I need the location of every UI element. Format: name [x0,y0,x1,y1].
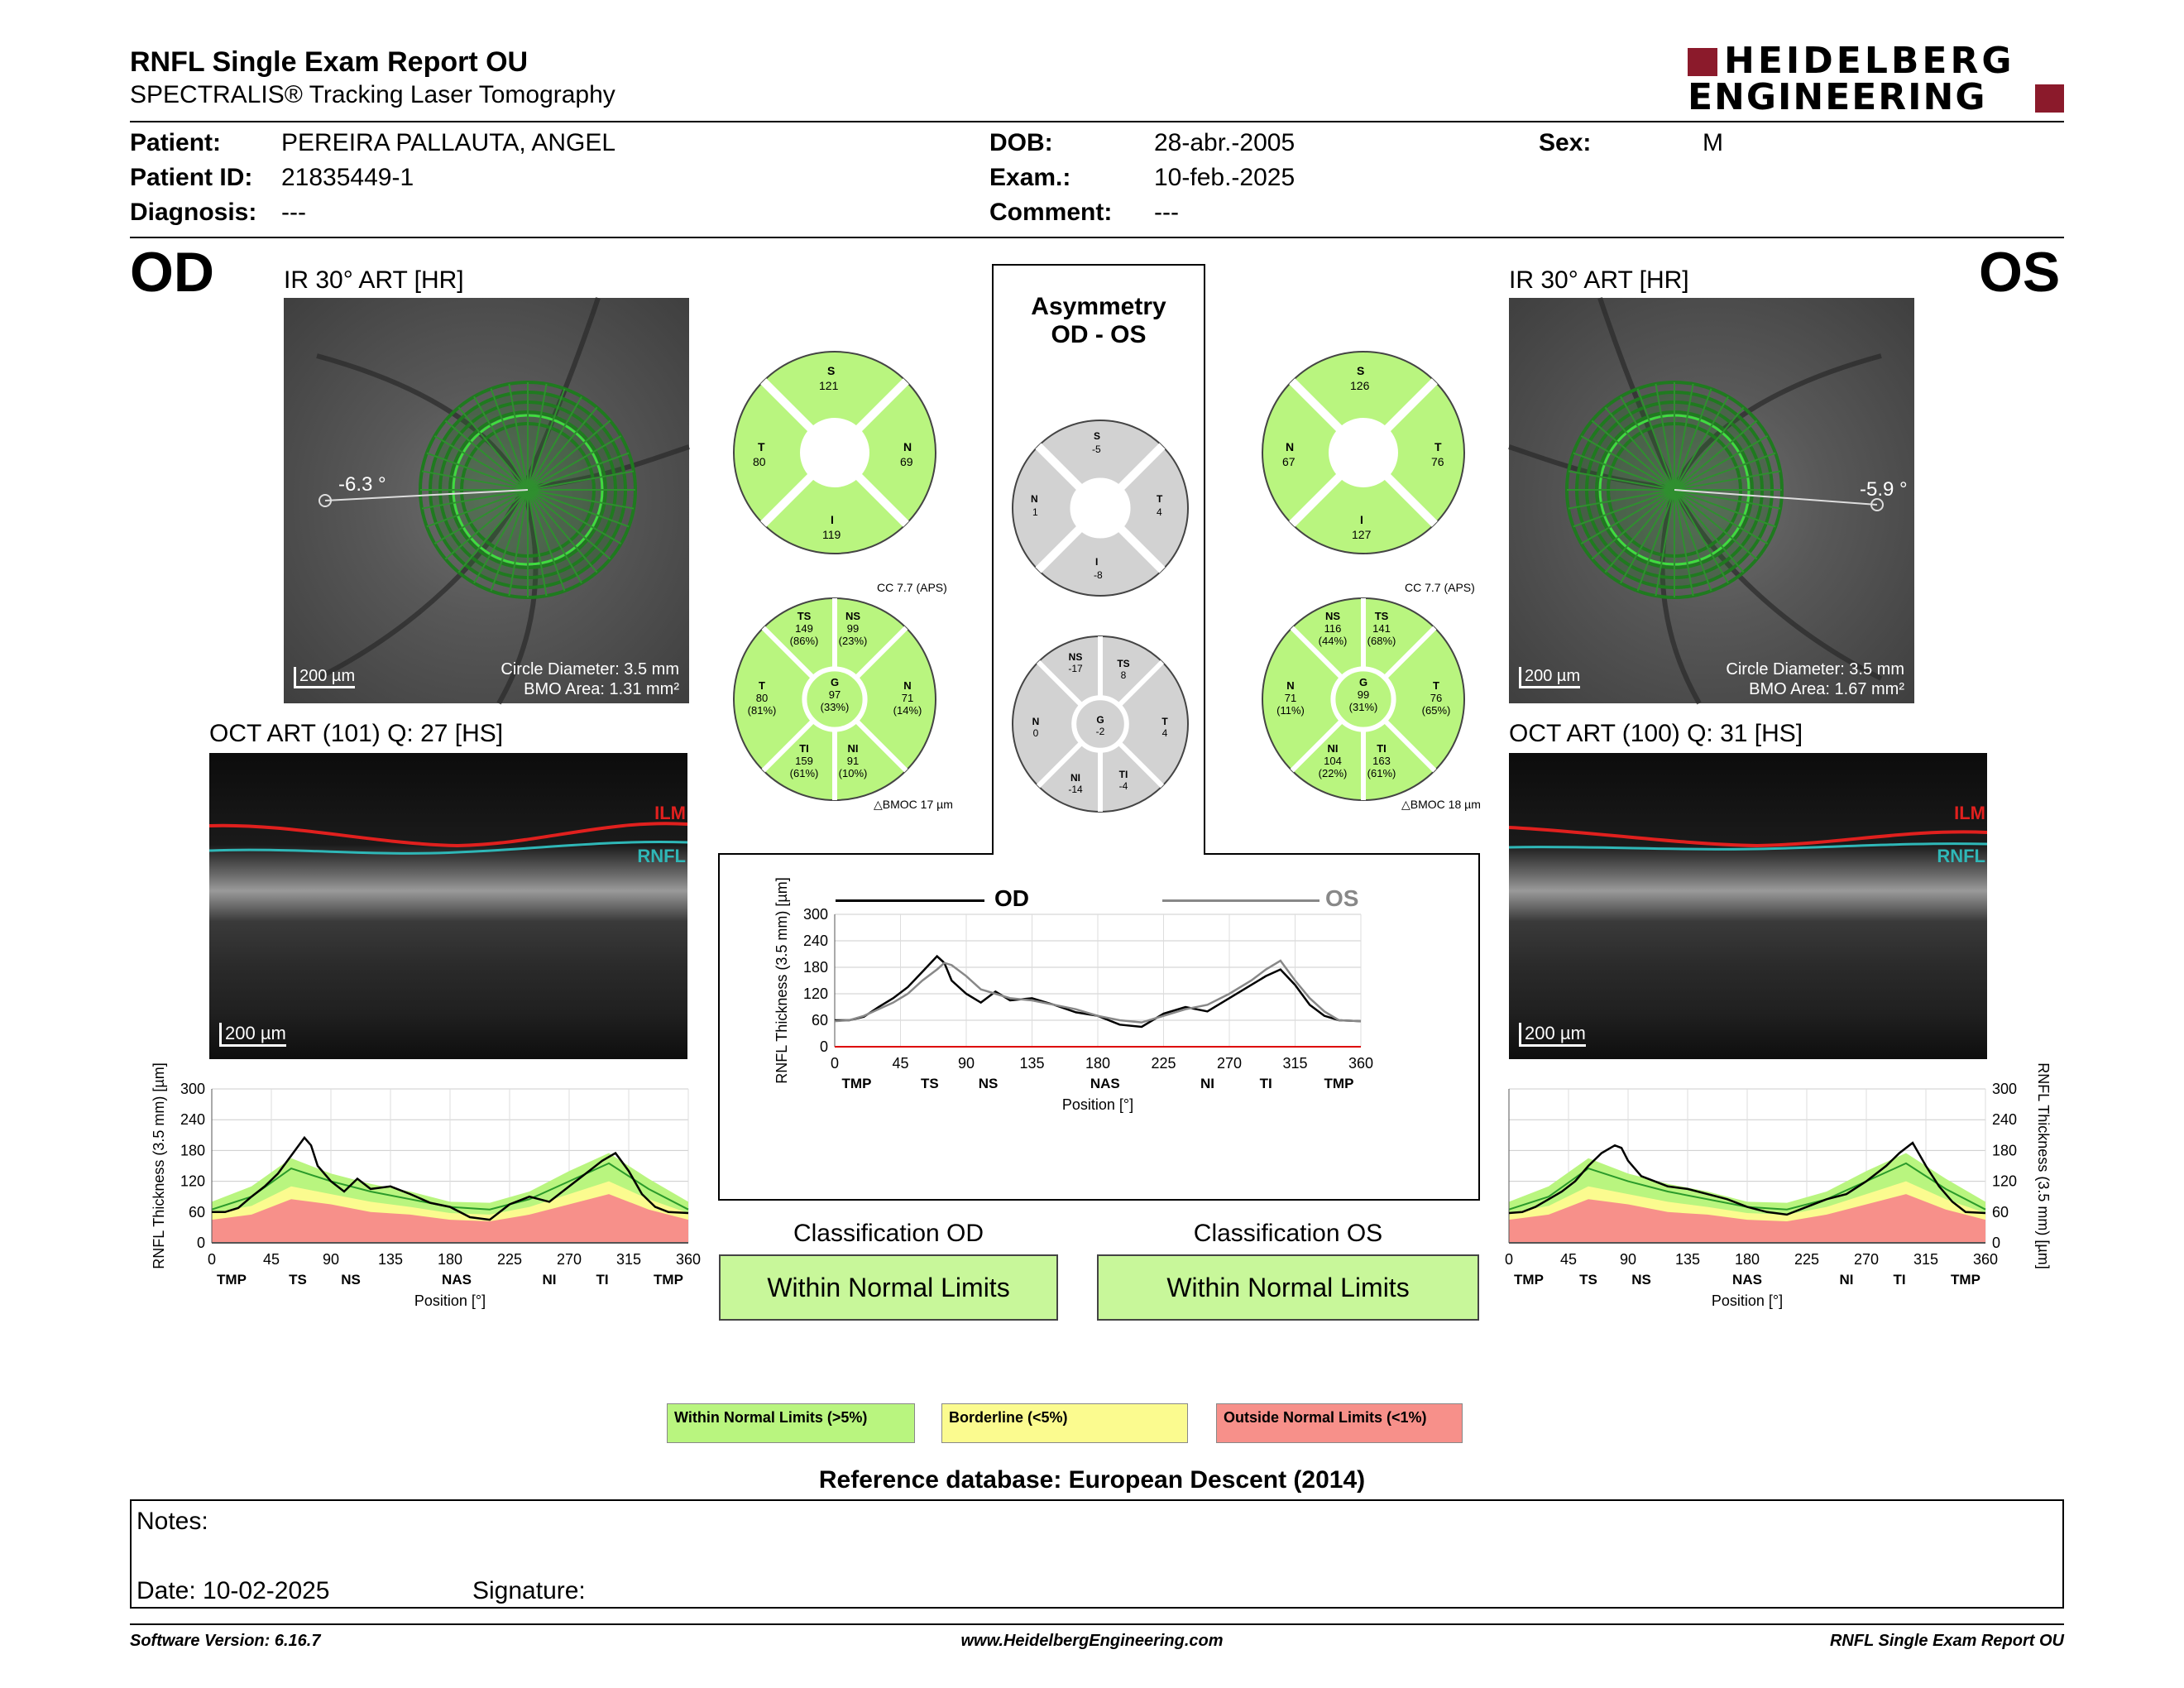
x-tick-label: 90 [957,1055,975,1072]
asym-legend-od: OD [994,885,1029,911]
asym-sector-g-label: G [1096,714,1104,726]
asym-sector-ni-value: -14 [1068,784,1083,795]
x-tick-label: 225 [1794,1251,1820,1268]
od-bmoc [874,798,953,812]
os-bmo-area: BMO Area: 1.67 mm² [1749,680,1904,698]
asym-q-n-label: N [1031,493,1038,505]
os-sector-n-value: 71 [1284,692,1297,704]
asym-q-i-label: I [1095,556,1099,568]
y-tick-label: 240 [180,1111,205,1129]
od-sector-n-label: N [903,679,912,692]
od-sector-ti-value: (61%) [789,767,819,779]
y-tick-label: 0 [819,1038,828,1055]
x-tick-label: 180 [1085,1055,1111,1072]
legend-within-normal: Within Normal Limits (>5%) [667,1403,915,1443]
software-version: Software Version: 6.16.7 [130,1632,321,1650]
y-tick-label: 0 [1992,1235,2001,1251]
od-bmoc-value: BMOC 17 µm [882,798,953,811]
notes-label: Notes: [136,1508,208,1535]
x-axis-label: Position [°] [414,1292,486,1309]
od-oct-scale: 200 µm [219,1023,286,1047]
x-axis-label: Position [°] [1711,1292,1784,1309]
asym-sector-ni-label: NI [1070,772,1080,784]
od-q-n-label: N [903,440,912,453]
os-classification-badge: Within Normal Limits [1097,1254,1479,1321]
logo-line1: HEIDELBERG [1724,40,2015,82]
od-sector-ns-value: (23%) [838,635,868,647]
asym-sector-ns-label: NS [1068,651,1083,663]
quadrant-hole [1070,478,1130,538]
asym-q-t-label: T [1157,493,1163,505]
os-oct-title: OCT ART (100) Q: 31 [HS] [1509,720,1803,747]
os-sector-ts-value: 141 [1372,622,1391,635]
od-q-s-value: 121 [819,379,839,392]
od-scale-bar: 200 µm [294,667,355,688]
x-tick-label: 0 [830,1055,840,1072]
od-q-t-value: 80 [753,455,766,468]
sector-axis-label: NAS [1732,1272,1762,1288]
footer-report-name: RNFL Single Exam Report OU [1829,1632,2064,1650]
x-tick-label: 360 [1348,1055,1374,1072]
comment-label: Comment: [989,199,1113,226]
os-cc: CC 7.7 (APS) [1405,581,1475,594]
od-q-t-label: T [758,440,765,453]
y-tick-label: 240 [802,933,828,949]
asym-sector-t-label: T [1161,716,1168,727]
os-sector-g-value: 99 [1357,688,1370,701]
sex-value: M [1703,129,1723,156]
x-tick-label: 315 [615,1251,642,1268]
sector-axis-label: TMP [841,1076,872,1091]
x-tick-label: 0 [207,1251,217,1268]
x-tick-label: 135 [1019,1055,1045,1072]
os-q-s-value: 126 [1350,379,1370,392]
os-scale-bar: 200 µm [1519,667,1580,688]
os-sector-ti-value: 163 [1372,755,1391,767]
exam-value: 10-feb.-2025 [1154,164,1296,191]
y-tick-label: 300 [1992,1081,2018,1097]
os-sector-ns-label: NS [1324,610,1341,622]
legend-outside-normal: Outside Normal Limits (<1%) [1216,1403,1463,1443]
x-axis-label: Position [°] [1061,1096,1134,1113]
delta-icon: △ [1401,798,1410,811]
y-tick-label: 60 [188,1203,205,1220]
os-q-n-value: 67 [1282,455,1296,468]
x-tick-label: 270 [556,1251,582,1268]
od-profile-chart [132,1062,702,1321]
os-bmoc [1401,798,1481,812]
os-q-t-value: 76 [1431,455,1444,468]
y-tick-label: 60 [1992,1203,2009,1220]
os-angle: -5.9 ° [1860,478,1908,501]
y-axis-label: RNFL Thickness (3.5 mm) [µm] [2035,1062,2052,1269]
os-ilm-label: ILM [1954,803,1985,823]
patient-id: 21835449-1 [281,164,414,191]
os-oct-scale: 200 µm [1519,1023,1586,1047]
os-q-t-label: T [1434,440,1442,453]
od-sector-ts-label: TS [797,610,812,622]
asym-sector-n-value: 0 [1032,727,1039,739]
os-sector-t-value: 76 [1430,692,1443,704]
os-sector-n-label: N [1286,679,1295,692]
os-sector-g-label: G [1358,676,1368,688]
notes-date: Date: 10-02-2025 [136,1577,330,1604]
x-tick-label: 180 [437,1251,463,1268]
notes-signature-label: Signature: [472,1577,586,1604]
od-sector-n-value: 71 [901,692,914,704]
x-tick-label: 225 [496,1251,523,1268]
asym-legend-od-line [836,899,984,902]
y-tick-label: 60 [811,1012,828,1029]
x-tick-label: 45 [262,1251,280,1268]
od-sector-ts-value: 149 [795,622,813,635]
os-sector-ti-value: (61%) [1367,767,1396,779]
x-tick-label: 360 [1972,1251,1999,1268]
asym-sector-g-value: -2 [1095,726,1105,737]
sector-axis-label: TMP [217,1272,247,1288]
asym-sector-ti-label: TI [1118,769,1128,780]
od-sector-ti-value: 159 [795,755,813,767]
os-q-s-label: S [1357,364,1365,377]
sector-axis-label: NS [978,1076,999,1091]
sector-axis-label: TMP [654,1272,683,1288]
od-sector-ns-label: NS [845,610,861,622]
y-axis-label: RNFL Thickness (3.5 mm) [µm] [774,877,790,1084]
x-tick-label: 180 [1734,1251,1760,1268]
os-ir-title: IR 30° ART [HR] [1509,266,1689,294]
quadrant-hole [801,419,869,487]
os-sector-ni-label: NI [1327,742,1339,755]
od-classification-label: Classification OD [793,1220,984,1247]
od-eye-label: OD [130,241,214,304]
od-sector-ti-label: TI [799,742,809,755]
os-eye-label: OS [1979,241,2061,304]
x-tick-label: 135 [1674,1251,1701,1268]
x-tick-label: 225 [1151,1055,1176,1072]
y-tick-label: 180 [1992,1142,2018,1159]
od-sector-t-value: 80 [755,692,769,704]
y-tick-label: 120 [180,1172,205,1190]
notes-box[interactable] [130,1499,2064,1609]
asym-sector-ns-value: -17 [1068,663,1083,674]
os-sector-ni-value: 104 [1324,755,1342,767]
os-sector-ns-value: (44%) [1318,635,1348,647]
y-tick-label: 300 [180,1081,205,1097]
asym-q-t-value: 4 [1157,506,1162,518]
asym-sector-ti-value: -4 [1118,780,1128,792]
diagnosis-value: --- [281,199,306,226]
y-tick-label: 0 [196,1235,205,1251]
y-tick-label: 120 [802,985,828,1002]
sector-axis-label: TI [1259,1076,1272,1091]
delta-icon: △ [874,798,883,811]
od-sector-g-value: 97 [828,688,841,701]
report-title: RNFL Single Exam Report OU [130,46,529,78]
od-ilm-label: ILM [654,803,686,823]
sector-axis-label: NS [341,1272,361,1288]
od-oct-title: OCT ART (101) Q: 27 [HS] [209,720,504,747]
od-sector-t-label: T [759,679,765,692]
sector-axis-label: NAS [1090,1076,1120,1091]
asym-legend-os: OS [1325,885,1359,911]
asym-sector-ts-label: TS [1117,658,1130,669]
y-tick-label: 120 [1992,1172,2018,1190]
od-sector-n-value: (14%) [893,704,922,717]
sector-axis-label: NI [542,1272,557,1288]
x-tick-label: 360 [675,1251,702,1268]
os-rnfl-label: RNFL [1937,846,1985,866]
os-circle-diameter: Circle Diameter: 3.5 mm [1726,660,1904,679]
sector-axis-label: NS [1631,1272,1651,1288]
sector-axis-label: NI [1839,1272,1854,1288]
footer-divider [130,1623,2064,1625]
sector-axis-label: TMP [1951,1272,1980,1288]
asym-title-2: OD - OS [1051,321,1147,348]
asym-legend-os-line [1162,899,1320,902]
x-tick-label: 45 [892,1055,909,1072]
x-tick-label: 0 [1504,1251,1514,1268]
y-tick-label: 180 [802,959,828,976]
patient-name: PEREIRA PALLAUTA, ANGEL [281,129,616,156]
x-tick-label: 45 [1559,1251,1578,1268]
os-q-n-label: N [1286,440,1295,453]
os-classification-label: Classification OS [1193,1220,1383,1247]
asym-sector-t-value: 4 [1161,727,1168,739]
y-axis-label: RNFL Thickness (3.5 mm) [µm] [151,1062,167,1269]
sector-axis-label: TMP [1324,1076,1354,1091]
asym-q-s-value: -5 [1092,444,1101,455]
sector-axis-label: NI [1200,1076,1214,1091]
os-sector-ts-label: TS [1374,610,1389,622]
sector-axis-label: NAS [442,1272,472,1288]
od-bmo-area: BMO Area: 1.31 mm² [524,680,679,698]
od-q-n-value: 69 [900,455,913,468]
os-sector-ns-value: 116 [1324,622,1342,635]
comment-value: --- [1154,199,1179,226]
x-tick-label: 270 [1216,1055,1243,1072]
y-tick-label: 240 [1992,1111,2018,1129]
od-sector-t-value: (81%) [747,704,777,717]
od-sector-ts-value: (86%) [789,635,819,647]
dob-label: DOB: [989,129,1053,156]
os-q-i-value: 127 [1352,528,1372,541]
od-angle: -6.3 ° [338,473,386,496]
sector-axis-label: TI [596,1272,609,1288]
y-tick-label: 180 [180,1142,205,1159]
od-sector-ni-value: 91 [846,755,860,767]
od-sector-ni-value: (10%) [838,767,868,779]
x-tick-label: 270 [1853,1251,1880,1268]
os-sector-ts-value: (68%) [1367,635,1396,647]
sex-label: Sex: [1539,129,1592,156]
x-tick-label: 315 [1913,1251,1939,1268]
x-tick-label: 90 [1619,1251,1637,1268]
sector-axis-label: TS [920,1076,939,1091]
od-q-s-label: S [827,364,836,377]
exam-label: Exam.: [989,164,1071,191]
sector-axis-label: TMP [1514,1272,1544,1288]
y-tick-label: 300 [802,906,828,923]
os-q-i-label: I [1360,513,1363,526]
reference-database: Reference database: European Descent (2014) [818,1466,1366,1494]
x-tick-label: 135 [377,1251,404,1268]
os-sector-ti-label: TI [1377,742,1387,755]
dob-value: 28-abr.-2005 [1154,129,1296,156]
od-sector-g-label: G [830,676,840,688]
website-link[interactable]: www.HeidelbergEngineering.com [960,1632,1224,1650]
sector-axis-label: TS [1579,1272,1597,1288]
sector-axis-label: TS [289,1272,307,1288]
diagnosis-label: Diagnosis: [130,199,257,226]
asym-title-1: Asymmetry [1031,293,1166,320]
asym-q-s-label: S [1094,430,1101,442]
od-sector-g-value: (33%) [820,701,850,713]
logo-line2: ENGINEERING [1688,76,1987,118]
os-bmoc-value: BMOC 18 µm [1410,798,1481,811]
os-sector-t-label: T [1433,679,1439,692]
asym-q-i-value: -8 [1094,569,1103,581]
od-q-i-value: 119 [822,528,841,541]
od-sector-ns-value: 99 [846,622,860,635]
patient-label: Patient: [130,129,222,156]
x-tick-label: 90 [322,1251,340,1268]
os-sector-n-value: (11%) [1276,704,1305,717]
od-sector-ni-label: NI [847,742,859,755]
sector-axis-label: TI [1893,1272,1906,1288]
asym-profile-chart [757,877,1377,1146]
asym-q-n-value: 1 [1032,506,1038,518]
x-tick-label: 315 [1282,1055,1308,1072]
report-subtitle: SPECTRALIS® Tracking Laser Tomography [130,81,615,108]
od-classification-badge: Within Normal Limits [719,1254,1058,1321]
patient-id-label: Patient ID: [130,164,253,191]
os-sector-t-value: (65%) [1421,704,1451,717]
asym-sector-ts-value: 8 [1120,669,1127,681]
od-q-i-label: I [831,513,834,526]
asym-sector-n-label: N [1032,716,1040,727]
os-profile-chart [1502,1062,2065,1321]
od-circle-diameter: Circle Diameter: 3.5 mm [500,660,679,679]
os-sector-ni-value: (22%) [1318,767,1348,779]
od-ir-title: IR 30° ART [HR] [284,266,464,294]
od-rnfl-label: RNFL [637,846,686,866]
od-cc: CC 7.7 (APS) [877,581,947,594]
os-sector-g-value: (31%) [1348,701,1378,713]
quadrant-hole [1329,419,1398,487]
legend-borderline: Borderline (<5%) [941,1403,1188,1443]
